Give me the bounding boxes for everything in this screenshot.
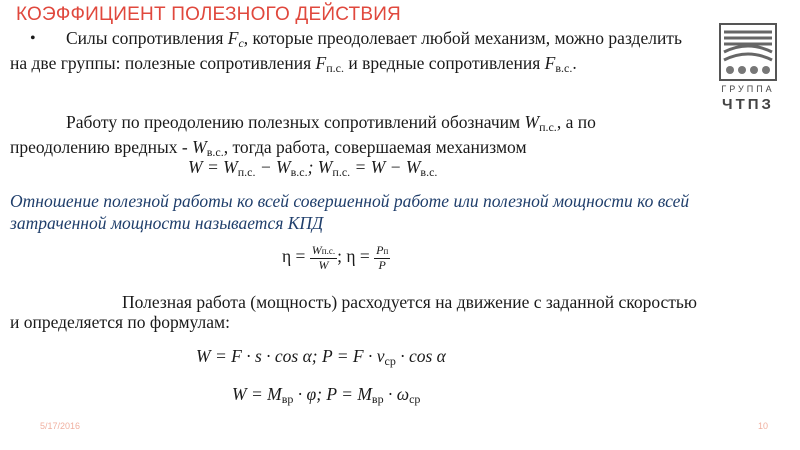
text-fragment: , а по преодолению вредных -: [10, 112, 596, 157]
formula-rotational: [232, 384, 420, 407]
fraction-power: [374, 244, 390, 272]
formula-part: = W − W: [350, 157, 421, 177]
page-number: 10: [758, 421, 769, 431]
logo-emblem-icon: [712, 22, 784, 84]
formula-part: η =: [282, 246, 310, 267]
text-fragment: , которые преодолевает любой механизм, можно разделить на две группы: полезные сопротивления: [10, 28, 682, 73]
subscript: в.с.: [555, 61, 573, 75]
subscript: п.с.: [237, 165, 256, 179]
subscript: ср: [384, 354, 396, 368]
formula-part: − W: [255, 157, 291, 177]
subscript: вр: [281, 392, 294, 406]
formula-efficiency: [282, 244, 390, 272]
subscript: в.с.: [290, 165, 308, 179]
text-fragment: , тогда работа, совершаемая механизмом: [223, 137, 527, 157]
slide-title: КОЭФФИЦИЕНТ ПОЛЕЗНОГО ДЕЙСТВИЯ: [16, 4, 401, 25]
paragraph-useful-work: Полезная работа (мощность) расходуется на движение с заданной скоростью и определяется по формулам:: [10, 292, 697, 332]
subscript: п.с.: [332, 165, 351, 179]
subscript: в.с.: [420, 165, 438, 179]
subscript: ср: [409, 392, 421, 406]
symbol-f: F: [227, 28, 239, 48]
subscript: п: [383, 246, 389, 256]
text-fragment: и вредные сопротивления: [343, 53, 545, 73]
symbol-w: W: [311, 243, 322, 257]
company-logo: [712, 22, 784, 122]
formula-part: ; W: [307, 157, 333, 177]
text-fragment: Работу по преодолению полезных сопротивлений обозначим: [66, 112, 525, 132]
formula-part: · φ; P = M: [293, 384, 372, 404]
formula-part: W = M: [232, 384, 282, 404]
symbol-f: F: [315, 53, 327, 73]
subscript: п.с.: [326, 61, 344, 75]
formula-part: · cos α: [395, 346, 446, 366]
subscript: в.с.: [206, 145, 224, 159]
symbol-f: F: [544, 53, 556, 73]
logo-brand-text: ЧТПЗ: [722, 96, 774, 113]
footer-date: 5/17/2016: [40, 421, 81, 431]
subscript: п.с.: [321, 246, 336, 256]
formula-part: ; η =: [337, 246, 375, 267]
paragraph-resistance-forces: [10, 28, 700, 78]
efficiency-definition: Отношение полезной работы ко всей совершенной работе или полезной мощности ко всей затраченной мощности называется КПД: [10, 191, 690, 233]
subscript: вр: [371, 392, 384, 406]
subscript: п.с.: [539, 120, 557, 134]
fraction-work: [310, 244, 337, 272]
formula-part: W = F · s · cos α; P = F · v: [196, 346, 385, 366]
symbol-w: W: [318, 258, 329, 272]
logo-group-text: ГРУППА: [721, 84, 775, 94]
paragraph-work-definition: [10, 112, 700, 162]
text-fragment: Силы сопротивления: [66, 28, 228, 48]
formula-work-power: [196, 346, 446, 369]
formula-part: W = W: [188, 157, 238, 177]
symbol-p: P: [378, 258, 386, 272]
text-fragment: .: [572, 53, 577, 73]
formula-work-balance: [188, 157, 437, 180]
symbol-w: W: [524, 112, 540, 132]
symbol-p: P: [376, 243, 384, 257]
formula-part: · ω: [383, 384, 410, 404]
subscript: c: [238, 36, 244, 50]
bullet: •: [30, 30, 36, 47]
symbol-w: W: [192, 137, 207, 157]
